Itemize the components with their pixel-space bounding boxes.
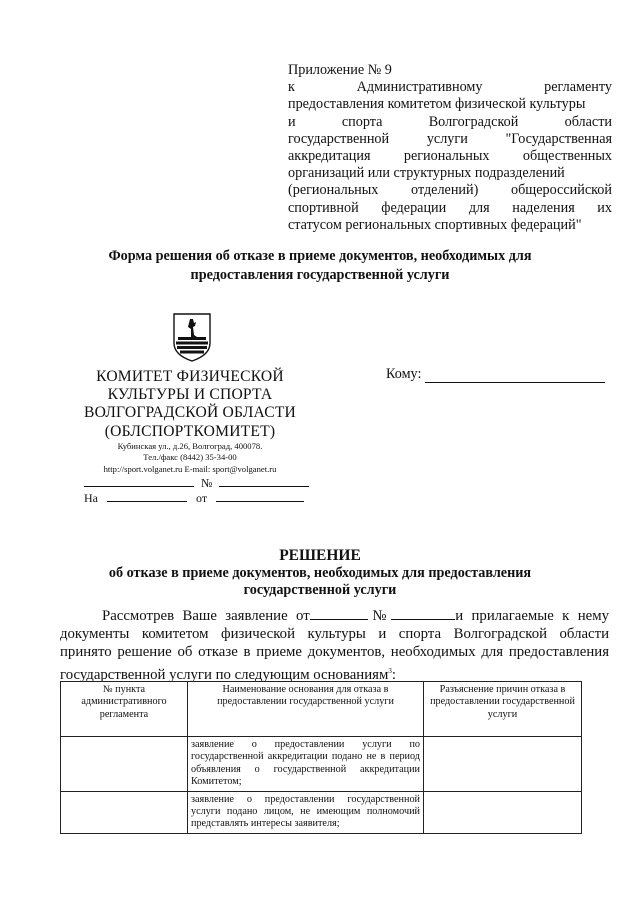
org-name-line: КУЛЬТУРЫ И СПОРТА [107, 386, 273, 404]
cell-reason: заявление о предоставлении услуги по государственной аккредитации подано не в период объявления о государственной аккредитации Комитетом; [188, 737, 424, 792]
table-row [61, 737, 582, 792]
organization-block [70, 368, 310, 475]
column-header-explanation: Разъяснение причин отказа в предоставлении государственной услуги [424, 682, 582, 737]
appendix-line: и спорта Волгоградской области [288, 113, 613, 130]
column-header-clause: № пункта административного регламента [61, 682, 188, 737]
on-label: На [84, 491, 98, 505]
decision-title: РЕШЕНИЕ [279, 547, 361, 564]
recipient-label: Кому: [386, 366, 422, 382]
from-label: от [196, 491, 208, 505]
cell-clause [61, 791, 188, 833]
appendix-line: (региональных отделений) общероссийской [288, 182, 612, 199]
body-line: государственной услуги по следующим основаниям$^3$: [60, 666, 396, 683]
body-line: Рассмотрев Ваше заявление от № и прилагаемые к нему [102, 608, 609, 624]
decision-body [60, 607, 609, 684]
org-phone: Тел./факс (8442) 35-34-00 [143, 452, 237, 463]
org-name-line: КОМИТЕТ ФИЗИЧЕСКОЙ [96, 368, 284, 385]
incoming-date-blank [216, 490, 304, 502]
coat-of-arms-icon [172, 313, 212, 362]
cell-clause [61, 737, 188, 792]
cell-reason: заявление о предоставлении государственной услуги подано лицом, не имеющим полномочий представлять интересы заявителя; [188, 791, 424, 833]
recipient-blank [425, 368, 605, 383]
table-row [61, 791, 582, 833]
footnote-marker: 3 [388, 666, 392, 675]
form-title-line: предоставления государственной услуги [190, 267, 450, 283]
form-title-line: Форма решения об отказе в приеме документов, необходимых для [108, 248, 532, 264]
appendix-line: государственной услуги "Государственная [288, 130, 613, 147]
org-web-email: http://sport.volganet.ru E-mail: sport@volganet.ru [103, 463, 277, 474]
incoming-reference-line [84, 490, 304, 506]
appendix-line: спортивной федерации для наделения их [288, 199, 612, 216]
decision-subtitle: об отказе в приеме документов, необходимых для предоставления [108, 565, 532, 581]
appendix-line: организаций или структурных подразделений [288, 165, 565, 182]
appendix-line: предоставления комитетом физической культуры [288, 96, 586, 113]
decision-subtitle: государственной услуги [243, 582, 397, 598]
refusal-grounds-table [60, 681, 582, 834]
number-sign: № [201, 476, 213, 490]
decision-heading [60, 546, 580, 599]
cell-explanation [424, 737, 582, 792]
table-header-row [61, 682, 582, 737]
appendix-line: статусом региональных спортивных федераций" [288, 216, 582, 233]
incoming-number-blank [107, 490, 187, 502]
outgoing-number-line [84, 475, 309, 491]
form-title [60, 247, 580, 285]
org-name-line: ВОЛГОГРАДСКОЙ ОБЛАСТИ [83, 404, 297, 422]
appendix-line: к Административному регламенту [288, 79, 612, 96]
org-name-line: (ОБЛСПОРТКОМИТЕТ) [104, 422, 276, 440]
body-line: документы комитетом физической культуры и спорта Волгоградской области [60, 626, 609, 643]
column-header-reason: Наименование основания для отказа в предоставлении государственной услуги [188, 682, 424, 737]
body-line: принято решение об отказе в приеме документов, необходимых для предоставления [60, 644, 609, 661]
recipient-line [386, 366, 605, 383]
appendix-number: Приложение № 9 [288, 62, 392, 78]
cell-explanation [424, 791, 582, 833]
org-address: Кубинская ул., д.26, Волгоград, 400078. [117, 440, 263, 451]
outgoing-date-blank [84, 475, 194, 487]
appendix-line: аккредитация региональных общественных [288, 148, 612, 165]
appendix-header [288, 62, 612, 234]
outgoing-number-blank [219, 475, 309, 487]
